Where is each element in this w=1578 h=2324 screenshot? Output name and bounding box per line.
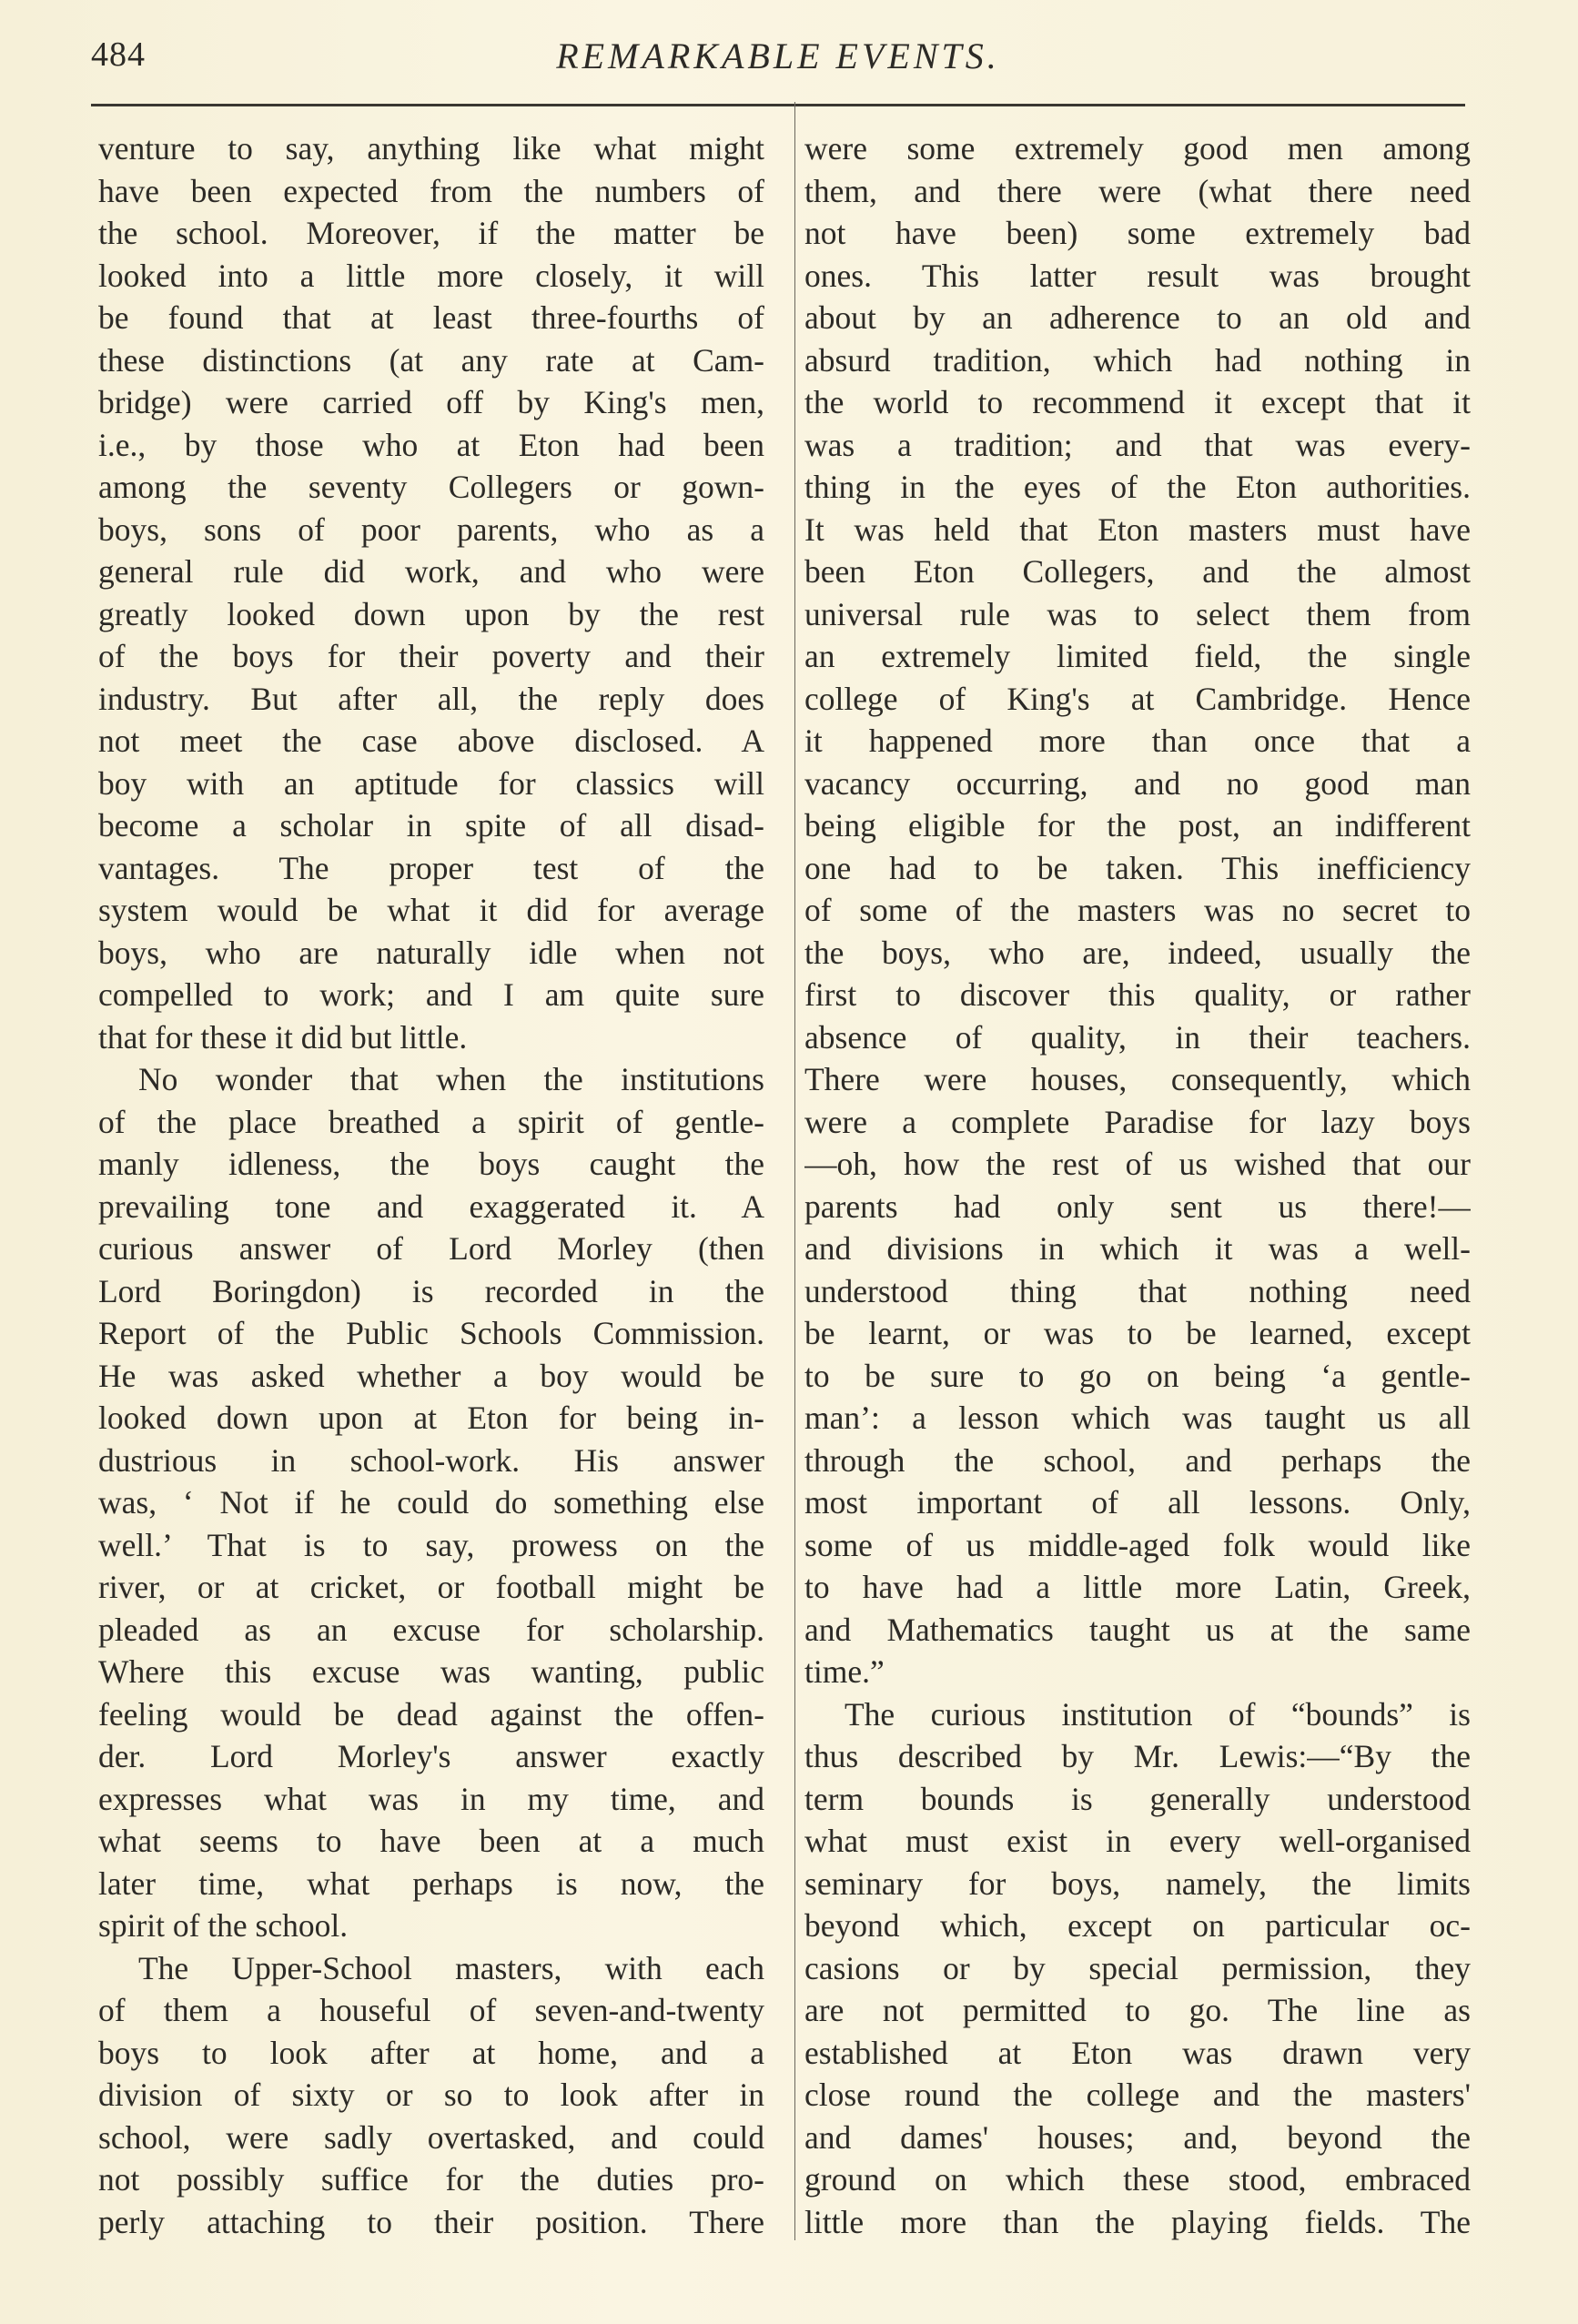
text-line: one had to be taken. This inefficiency	[804, 849, 1471, 886]
text-line: spirit of the school.	[98, 1907, 349, 1944]
text-line: most important of all lessons. Only,	[804, 1484, 1471, 1521]
text-line: that for these it did but little.	[98, 1018, 468, 1056]
text-line: beyond which, except on particular oc-	[804, 1907, 1471, 1944]
text-line: bridge) were carried off by King's men,	[98, 384, 764, 420]
text-line: universal rule was to select them from	[804, 595, 1471, 632]
text-line: i.e., by those who at Eton had been	[98, 426, 764, 463]
text-line: ones. This latter result was brought	[804, 257, 1471, 294]
text-line: looked into a little more closely, it will	[98, 257, 764, 294]
text-line: were some extremely good men among	[804, 130, 1471, 167]
text-line: them, and there were (what there need	[804, 172, 1471, 209]
text-line: Report of the Public Schools Commission.	[98, 1315, 764, 1351]
text-line: being eligible for the post, an indifferent	[804, 807, 1471, 844]
text-line: system would be what it did for average	[98, 892, 764, 928]
text-line: der. Lord Morley's answer exactly	[98, 1738, 764, 1774]
text-line: some of us middle-aged folk would like	[804, 1526, 1471, 1563]
text-line: the world to recommend it except that it	[804, 384, 1471, 420]
text-line: about by an adherence to an old and	[804, 299, 1471, 336]
running-head	[91, 35, 1465, 98]
text-line: Lord Boringdon) is recorded in the	[98, 1272, 764, 1309]
text-line: among the seventy Collegers or gown-	[98, 469, 764, 505]
text-line: what seems to have been at a much	[98, 1823, 764, 1859]
text-line: He was asked whether a boy would be	[98, 1357, 764, 1394]
text-line: boys, who are naturally idle when not	[98, 934, 764, 971]
text-line: through the school, and perhaps the	[804, 1441, 1471, 1479]
text-line: been Eton Collegers, and the almost	[804, 553, 1471, 590]
text-line: not have been) some extremely bad	[804, 215, 1471, 251]
text-line: close round the college and the masters'	[804, 2076, 1471, 2113]
text-line: feeling would be dead against the offen-	[98, 1695, 764, 1733]
text-line: to have had a little more Latin, Greek,	[804, 1569, 1471, 1605]
text-line: are not permitted to go. The line as	[804, 1992, 1471, 2028]
text-line: general rule did work, and who were	[98, 553, 764, 590]
text-line: the school. Moreover, if the matter be	[98, 215, 764, 251]
text-line: venture to say, anything like what might	[98, 130, 764, 167]
text-line: absence of quality, in their teachers.	[804, 1018, 1471, 1056]
left-column	[98, 127, 764, 2243]
text-line: absurd tradition, which had nothing in	[804, 341, 1471, 379]
text-line: The curious institution of “bounds” is	[845, 1695, 1471, 1733]
header-rule	[91, 104, 1465, 106]
text-line: of the boys for their poverty and their	[98, 638, 764, 674]
text-line: casions or by special permission, they	[804, 1949, 1471, 1986]
text-line: pleaded as an excuse for scholarship.	[98, 1611, 764, 1648]
text-line: manly idleness, the boys caught the	[98, 1146, 764, 1182]
text-line: be found that at least three-fourths of	[98, 299, 764, 336]
text-line: college of King's at Cambridge. Hence	[804, 680, 1471, 717]
text-line: river, or at cricket, or football might be	[98, 1569, 764, 1605]
text-line: It was held that Eton masters must have	[804, 510, 1471, 548]
text-line: was a tradition; and that was every-	[804, 426, 1471, 463]
text-line: dustrious in school-work. His answer	[98, 1441, 764, 1479]
text-line: ground on which these stood, embraced	[804, 2161, 1471, 2198]
text-line: first to discover this quality, or rather	[804, 976, 1471, 1013]
text-line: an extremely limited field, the single	[804, 638, 1471, 674]
text-line: looked down upon at Eton for being in-	[98, 1399, 764, 1436]
text-line: The Upper-School masters, with each	[138, 1949, 764, 1986]
text-line: of some of the masters was no secret to	[804, 892, 1471, 928]
text-line: parents had only sent us there!—	[804, 1187, 1471, 1225]
text-line: Where this excuse was wanting, public	[98, 1653, 764, 1690]
text-line: vacancy occurring, and no good man	[804, 764, 1471, 802]
text-line: industry. But after all, the reply does	[98, 680, 764, 717]
text-line: man’: a lesson which was taught us all	[804, 1399, 1471, 1436]
text-line: vantages. The proper test of the	[98, 849, 764, 886]
text-line: compelled to work; and I am quite sure	[98, 976, 764, 1013]
text-line: There were houses, consequently, which	[804, 1061, 1471, 1097]
text-line: later time, what perhaps is now, the	[98, 1864, 764, 1902]
text-line: perly attaching to their position. There	[98, 2203, 764, 2240]
text-line: thing in the eyes of the Eton authorities.	[804, 469, 1471, 505]
text-line: boy with an aptitude for classics will	[98, 764, 764, 802]
text-line: No wonder that when the institutions	[138, 1061, 764, 1097]
text-line: time.”	[804, 1653, 885, 1690]
text-line: school, were sadly overtasked, and could	[98, 2118, 764, 2156]
running-title: REMARKABLE EVENTS.	[556, 35, 1000, 76]
right-column	[804, 127, 1471, 2243]
text-line: thus described by Mr. Lewis:—“By the	[804, 1738, 1471, 1774]
text-line: not meet the case above disclosed. A	[98, 722, 764, 759]
text-line: become a scholar in spite of all disad-	[98, 807, 764, 844]
text-line: and Mathematics taught us at the same	[804, 1611, 1471, 1648]
text-line: and dames' houses; and, beyond the	[804, 2118, 1471, 2156]
text-line: expresses what was in my time, and	[98, 1780, 764, 1817]
page-number: 484	[91, 35, 146, 74]
text-line: of the place breathed a spirit of gentle-	[98, 1103, 764, 1140]
text-line: the boys, who are, indeed, usually the	[804, 934, 1471, 971]
text-line: boys to look after at home, and a	[98, 2034, 764, 2071]
text-line: have been expected from the numbers of	[98, 172, 764, 209]
text-line: greatly looked down upon by the rest	[98, 595, 764, 632]
text-line: prevailing tone and exaggerated it. A	[98, 1187, 764, 1225]
text-line: division of sixty or so to look after in	[98, 2076, 764, 2113]
text-line: boys, sons of poor parents, who as a	[98, 510, 764, 548]
text-line: established at Eton was drawn very	[804, 2034, 1471, 2071]
text-line: it happened more than once that a	[804, 722, 1471, 759]
text-line: to be sure to go on being ‘a gentle-	[804, 1357, 1471, 1394]
text-line: term bounds is generally understood	[804, 1780, 1471, 1817]
text-line: be learnt, or was to be learned, except	[804, 1315, 1471, 1351]
text-line: understood thing that nothing need	[804, 1272, 1471, 1309]
text-line: little more than the playing fields. The	[804, 2203, 1471, 2240]
text-line: and divisions in which it was a well-	[804, 1230, 1471, 1267]
text-line: well.’ That is to say, prowess on the	[98, 1526, 764, 1563]
column-divider	[794, 102, 795, 2240]
text-line: of them a houseful of seven-and-twenty	[98, 1992, 764, 2028]
text-line: what must exist in every well-organised	[804, 1823, 1471, 1859]
text-line: was, ‘ Not if he could do something else	[98, 1484, 764, 1521]
text-line: these distinctions (at any rate at Cam-	[98, 341, 764, 379]
text-line: were a complete Paradise for lazy boys	[804, 1103, 1471, 1140]
text-line: —oh, how the rest of us wished that our	[804, 1146, 1471, 1182]
text-line: curious answer of Lord Morley (then	[98, 1230, 764, 1267]
text-line: seminary for boys, namely, the limits	[804, 1864, 1471, 1902]
text-line: not possibly suffice for the duties pro-	[98, 2161, 764, 2198]
